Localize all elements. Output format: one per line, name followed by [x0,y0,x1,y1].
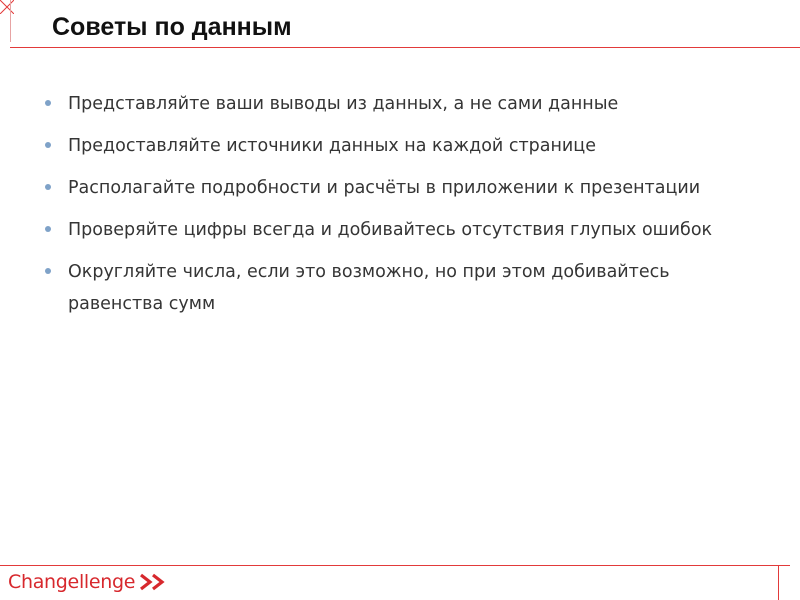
bullet-item [40,172,760,204]
bullet-dot-icon [45,268,51,274]
bullet-list [40,88,760,330]
double-chevron-right-icon [139,573,169,591]
corner-cross-icon [0,0,14,14]
title-divider [10,47,800,48]
company-logo [8,568,169,596]
bullet-text: Представляйте ваши выводы из данных, а не сами данные [68,94,619,114]
bullet-item [40,214,760,246]
bullet-item [40,130,760,162]
footer-divider [0,565,790,566]
bullet-text: Округляйте числа, если это возможно, но при этом добивайтесь равенства сумм [68,262,670,314]
bullet-dot-icon [45,100,51,106]
bullet-item [40,256,760,320]
bullet-dot-icon [45,142,51,148]
bullet-dot-icon [45,226,51,232]
bullet-dot-icon [45,184,51,190]
bullet-text: Предоставляйте источники данных на каждой странице [68,136,596,156]
bullet-text: Проверяйте цифры всегда и добивайтесь отсутствия глупых ошибок [68,220,713,240]
bullet-item [40,88,760,120]
slide-title: Советы по данным [52,13,292,41]
bullet-text: Располагайте подробности и расчёты в приложении к презентации [68,178,701,198]
footer-corner-line [778,565,779,600]
logo-text: Changellenge [8,571,136,593]
left-guide-line [10,0,11,42]
